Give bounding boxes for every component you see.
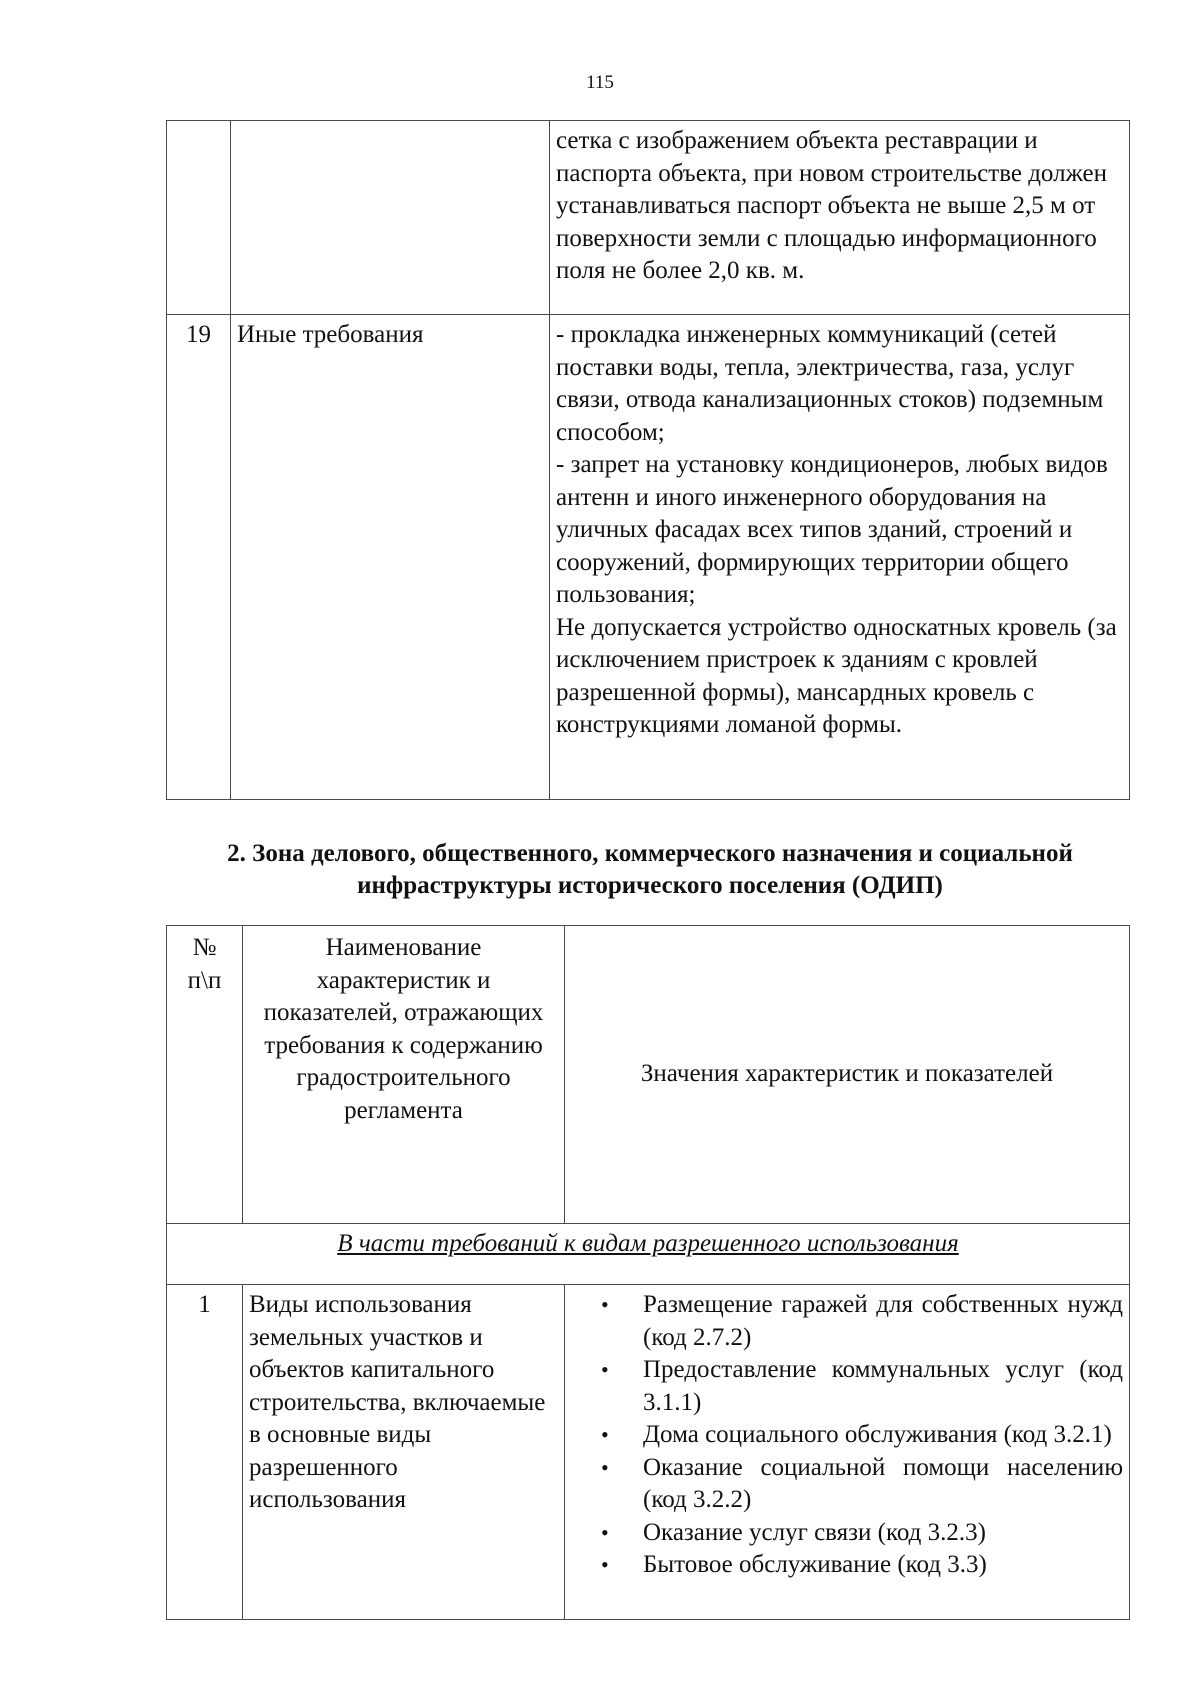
row-value-cell: [550, 121, 1130, 315]
requirement-line: Не допускается устройство односкатных кровель (за исключением пристроек к зданиям с кровлей разрешенной формы), мансардных кровель с конструкциями ломаной формы.: [556, 613, 1117, 738]
list-item: • Предоставление коммунальных услуг (код 3.1.1): [565, 1354, 1123, 1419]
section-title: В части требований к видам разрешенного использования: [167, 1224, 1130, 1285]
row-name: Иные требования: [237, 321, 424, 348]
page-number: 115: [586, 72, 614, 93]
table-header-row: [167, 926, 1130, 1224]
requirement-line: - запрет на установку кондиционеров, любых видов антенн и иного инженерного оборудования на уличных фасадах всех типов зданий, строений и сооружений, формирующих территории общего пользования;: [556, 451, 1108, 608]
table-row-19: [167, 315, 1130, 800]
row-number-cell: [167, 121, 231, 315]
row-name-cell: [231, 315, 550, 800]
requirements-table-continued: [166, 120, 1130, 800]
row-value-list: [550, 315, 1129, 742]
row-name-cell: [231, 121, 550, 315]
zone-odip-table: [166, 925, 1130, 1620]
row-value-text: сетка с изображением объекта реставрации и паспорта объекта, при новом строительстве должен устанавливаться паспорт объекта не выше 2,5 м от поверхности земли с площадью информационного поля не более 2,0 кв. м.: [556, 127, 1107, 284]
row-name-cell: [243, 1285, 565, 1620]
header-values: Значения характеристик и показателей: [565, 926, 1130, 1224]
list-item: • Оказание социальной помощи населению (код 3.2.2): [565, 1452, 1123, 1517]
list-item: • Бытовое обслуживание (код 3.3): [565, 1549, 1123, 1582]
table-row-continuation: [167, 121, 1130, 315]
list-item: • Оказание услуг связи (код 3.2.3): [565, 1517, 1123, 1550]
table-row-1: [167, 1285, 1130, 1620]
list-item: • Размещение гаражей для собственных нужд (код 2.7.2): [565, 1289, 1123, 1354]
header-number: № п\п: [167, 926, 243, 1224]
row-number: 19: [167, 315, 231, 800]
section-heading: [150, 838, 1150, 902]
section-heading-line: инфраструктуры исторического поселения (ОДИП): [357, 872, 943, 899]
row-number: 1: [167, 1285, 243, 1620]
row-name: Виды использования земельных участков и объектов капитального строительства, включаемые в основные виды разрешенного использования: [249, 1291, 546, 1513]
section-row: [167, 1224, 1130, 1285]
section-heading-line: 2. Зона делового, общественного, коммерческого назначения и социальной: [227, 840, 1073, 867]
header-name: Наименование характеристик и показателей, отражающих требования к содержанию градостроительного регламента: [243, 926, 565, 1224]
row-value-cell: [550, 315, 1130, 800]
row-value-cell: [565, 1285, 1130, 1620]
list-item: • Дома социального обслуживания (код 3.2.1): [565, 1419, 1123, 1452]
requirement-line: - прокладка инженерных коммуникаций (сетей поставки воды, тепла, электричества, газа, услуг связи, отвода канализационных стоков) подземным способом;: [556, 321, 1104, 446]
permitted-use-list: [565, 1285, 1129, 1586]
